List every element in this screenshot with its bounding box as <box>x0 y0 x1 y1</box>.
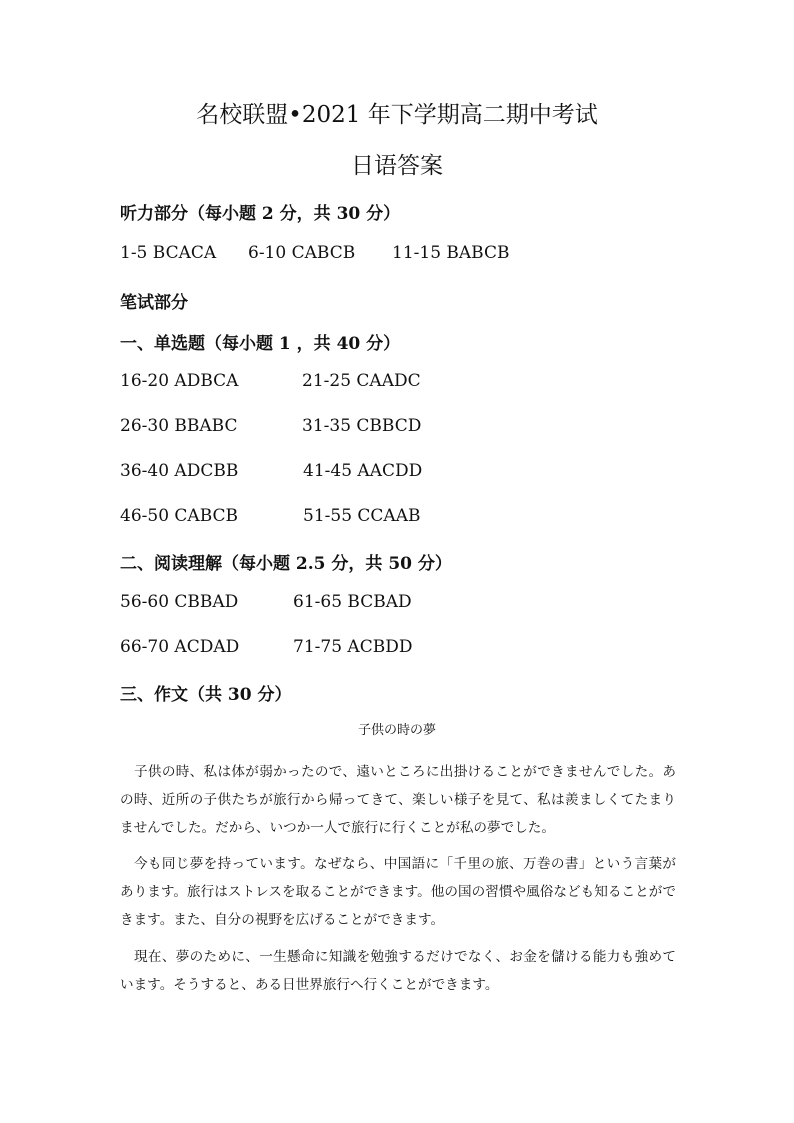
answer-group: 66-70 ACDAD <box>120 637 240 657</box>
single-choice-heading: 一、单选题（每小题 1 ，共 40 分） <box>120 334 401 354</box>
answer-group: 21-25 CAADC <box>302 371 421 391</box>
answer-group: 41-45 AACDD <box>303 461 423 481</box>
written-heading: 笔试部分 <box>120 293 188 313</box>
answer-group: 16-20 ADBCA <box>120 371 239 391</box>
single-choice-row <box>120 416 421 436</box>
answer-group: 31-35 CBBCD <box>302 416 422 436</box>
reading-heading: 二、阅读理解（每小题 2.5 分，共 50 分） <box>120 554 452 574</box>
page-subtitle: 日语答案 <box>351 153 443 179</box>
answer-group: 51-55 CCAAB <box>303 506 421 526</box>
essay-title: 子供の時の夢 <box>357 723 436 738</box>
essay-paragraph: 現在、夢のために、一生懸命に知識を勉強するだけでなく、お金を儲ける能力も強めています。そうすると、ある日世界旅行へ行くことができます。 <box>120 949 676 993</box>
answer-group: 36-40 ADCBB <box>120 461 239 481</box>
reading-row <box>120 592 412 612</box>
reading-row <box>120 637 412 657</box>
answer-group: 6-10 CABCB <box>248 243 356 263</box>
answer-group: 11-15 BABCB <box>392 243 510 263</box>
listening-heading: 听力部分（每小题 2 分，共 30 分） <box>120 204 401 224</box>
essay-heading: 三、作文（共 30 分） <box>120 685 292 705</box>
page-title: 名校联盟•2021 年下学期高二期中考试 <box>196 102 598 128</box>
answer-group: 46-50 CABCB <box>120 506 239 526</box>
essay-paragraph: 子供の時、私は体が弱かったので、遠いところに出掛けることができませんでした。あの時、近所の子供たちが旅行から帰ってきて、楽しい様子を見て、私は羨ましくてたまりませんでした。だから、いつか一人で旅行に行くことが私の夢でした。 <box>120 764 676 836</box>
single-choice-row <box>120 506 420 526</box>
single-choice-row <box>120 371 421 391</box>
answer-group: 26-30 BBABC <box>120 416 238 436</box>
listening-answers <box>120 243 510 263</box>
answer-group: 71-75 ACBDD <box>293 637 413 657</box>
answer-group: 1-5 BCACA <box>120 243 217 263</box>
answer-group: 61-65 BCBAD <box>293 592 412 612</box>
single-choice-row <box>120 461 422 481</box>
answer-group: 56-60 CBBAD <box>120 592 239 612</box>
essay-paragraph: 今も同じ夢を持っています。なぜなら、中国語に「千里の旅、万巻の書」という言葉があります。旅行はストレスを取ることができます。他の国の習慣や風俗なども知ることができます。また、自分の視野を広げることができます。 <box>120 856 676 928</box>
